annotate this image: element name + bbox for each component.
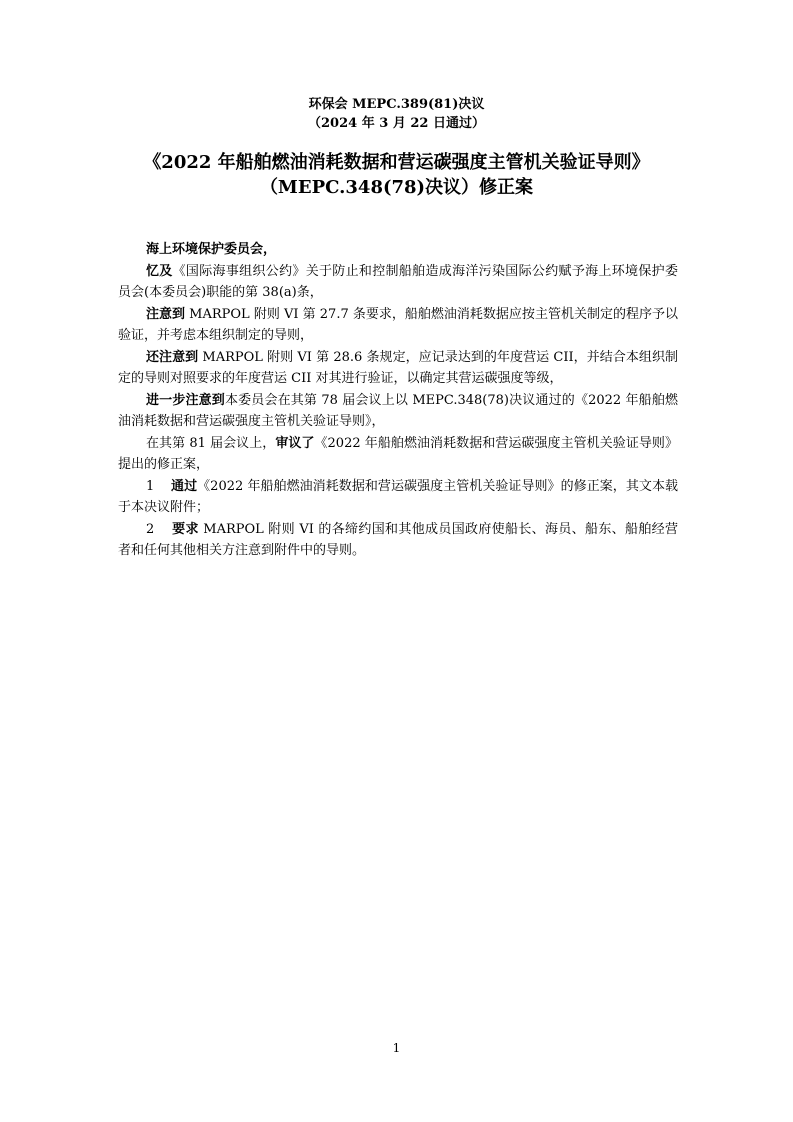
session-prefix: 在其第 81 届会议上， bbox=[146, 435, 276, 451]
committee-name: 海上环境保护委员会， bbox=[146, 242, 277, 257]
preamble-noting-further bbox=[118, 390, 678, 433]
operative-lead: 通过 bbox=[171, 478, 198, 494]
operative-paragraph-1 bbox=[118, 476, 678, 519]
noting-also-lead: 还注意到 bbox=[146, 349, 199, 365]
document-subtitle: （MEPC.348(78)决议）修正案 bbox=[259, 177, 534, 198]
operative-paragraph-2 bbox=[118, 519, 678, 562]
adoption-date: （2024 年 3 月 22 日通过） bbox=[308, 116, 485, 131]
noting-text: MARPOL 附则 VI 第 27.7 条要求，船舶燃油消耗数据应按主管机关制定的程序予以验证，并考虑本组织制定的导则， bbox=[118, 306, 678, 343]
page-number: 1 bbox=[392, 1041, 401, 1055]
operative-text: 《2022 年船舶燃油消耗数据和营运碳强度主管机关验证导则》的修正案，其文本载于本决议附件； bbox=[118, 478, 679, 515]
noting-further-lead: 进一步注意到 bbox=[146, 392, 225, 408]
preamble-noting-also bbox=[118, 347, 678, 390]
recalling-lead: 忆及 bbox=[146, 263, 173, 279]
preamble-noting bbox=[118, 304, 678, 347]
preamble-session bbox=[118, 433, 678, 476]
paragraph-number: 2 bbox=[146, 521, 155, 537]
preamble-recalling bbox=[118, 261, 678, 304]
preamble-committee bbox=[118, 239, 678, 261]
resolution-number: 环保会 MEPC.389(81)决议 bbox=[308, 97, 485, 112]
operative-text: MARPOL 附则 VI 的各缔约国和其他成员国政府使船长、海员、船东、船舶经营者和任何其他相关方注意到附件中的导则。 bbox=[118, 521, 678, 558]
operative-lead: 要求 bbox=[172, 521, 199, 537]
document-title: 《2022 年船舶燃油消耗数据和营运碳强度主管机关验证导则》 bbox=[143, 152, 650, 173]
resolution-body bbox=[118, 239, 678, 562]
noting-also-text: MARPOL 附则 VI 第 28.6 条规定，应记录达到的年度营运 CII，并结合本组织制定的导则对照要求的年度营运 CII 对其进行验证，以确定其营运碳强度等级， bbox=[118, 349, 678, 386]
paragraph-number: 1 bbox=[146, 478, 155, 494]
session-lead: 审议了 bbox=[275, 435, 315, 451]
noting-lead: 注意到 bbox=[146, 306, 186, 322]
session-text: 《2022 年船舶燃油消耗数据和营运碳强度主管机关验证导则》提出的修正案， bbox=[118, 435, 678, 472]
noting-further-text: 本委员会在其第 78 届会议上以 MEPC.348(78)决议通过的《2022 年船舶燃油消耗数据和营运碳强度主管机关验证导则》， bbox=[118, 392, 678, 429]
recalling-text: 《国际海事组织公约》关于防止和控制船舶造成海洋污染国际公约赋予海上环境保护委员会(本委员会)职能的第 38(a)条， bbox=[118, 263, 678, 300]
